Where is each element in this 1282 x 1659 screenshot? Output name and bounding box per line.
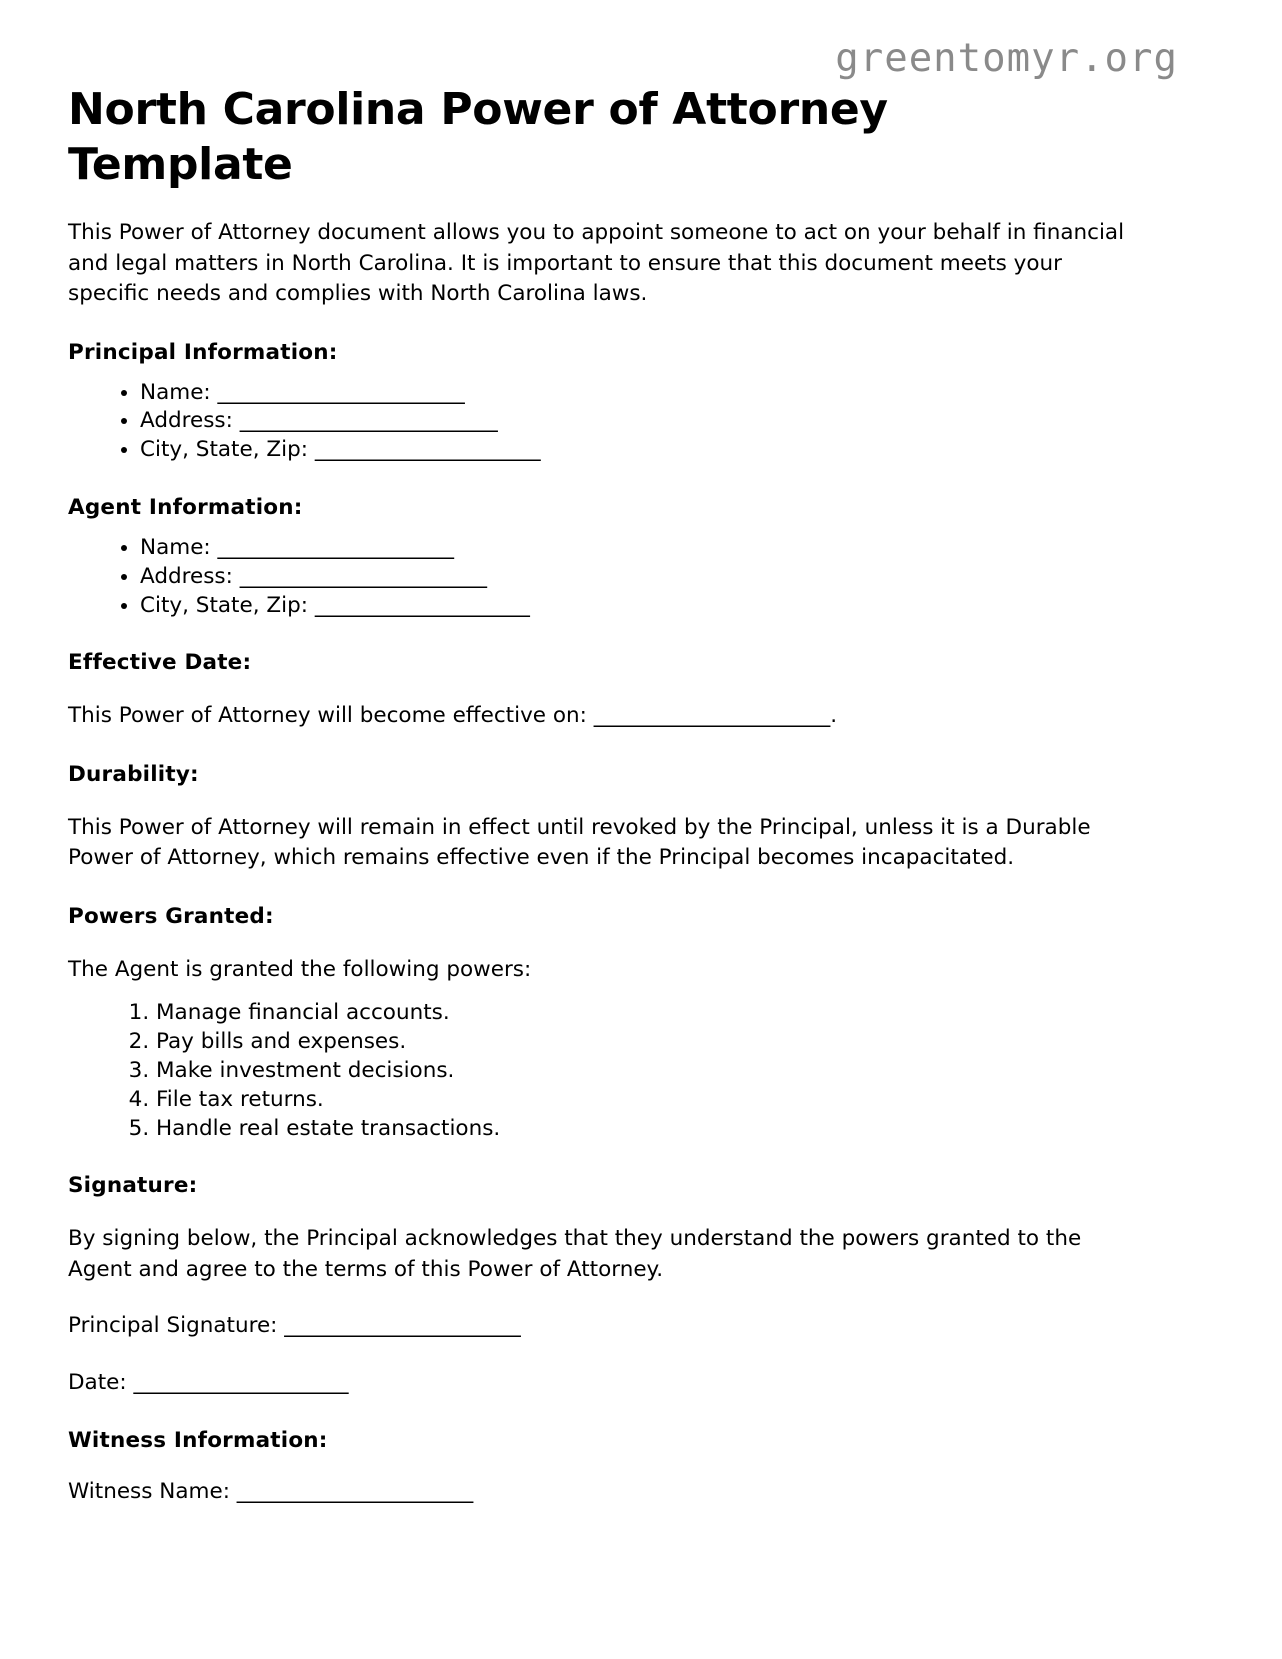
list-item: 2. Pay bills and expenses. <box>156 1028 1182 1057</box>
list-item: • Name: _______________________ <box>140 379 1182 408</box>
principal-field-list <box>68 379 1182 465</box>
witness-name-field: Witness Name: ______________________ <box>68 1479 474 1505</box>
list-item: 5. Handle real estate transactions. <box>156 1115 1182 1144</box>
list-item: 1. Manage financial accounts. <box>156 999 1182 1028</box>
signature-date-field: Date: ____________________ <box>68 1369 349 1395</box>
section-heading-agent: Agent Information: <box>68 494 303 520</box>
list-item: 3. Make investment decisions. <box>156 1057 1182 1086</box>
section-heading-powers-granted: Powers Granted: <box>68 903 274 929</box>
powers-list <box>68 999 1182 1143</box>
section-heading-principal: Principal Information: <box>68 339 338 365</box>
list-item: • Address: ________________________ <box>140 407 1182 436</box>
section-heading-signature: Signature: <box>68 1173 198 1199</box>
page-title: North Carolina Power of Attorney Template <box>68 84 888 190</box>
list-item: 4. File tax returns. <box>156 1086 1182 1115</box>
section-heading-durability: Durability: <box>68 761 199 787</box>
durability-text: This Power of Attorney will remain in effect until revoked by the Principal, unless it is a Durable Power of Attorney, which remains effective even if the Principal becomes incapacitated. <box>68 814 1091 871</box>
signature-text: By signing below, the Principal acknowledges that they understand the powers granted to the Agent and agree to the terms of this Power of Attorney. <box>68 1226 1082 1282</box>
intro-paragraph: This Power of Attorney document allows you to appoint someone to act on your behalf in financial and legal matters in North Carolina. It is important to ensure that this document meets your specific needs and complies with North Carolina laws. <box>68 220 1125 307</box>
list-item: • City, State, Zip: _____________________ <box>140 436 1182 465</box>
site-watermark: greentomyr.org <box>835 36 1178 81</box>
powers-lead-text: The Agent is granted the following powers: <box>68 956 532 982</box>
principal-signature-field: Principal Signature: ______________________ <box>68 1313 521 1339</box>
list-item: • City, State, Zip: ____________________ <box>140 592 1182 621</box>
list-item: • Name: ______________________ <box>140 534 1182 563</box>
effective-date-text: This Power of Attorney will become effective on: ______________________. <box>68 703 838 729</box>
agent-field-list <box>68 534 1182 620</box>
section-heading-witness: Witness Information: <box>68 1428 328 1454</box>
section-heading-effective-date: Effective Date: <box>68 650 252 676</box>
list-item: • Address: _______________________ <box>140 563 1182 592</box>
